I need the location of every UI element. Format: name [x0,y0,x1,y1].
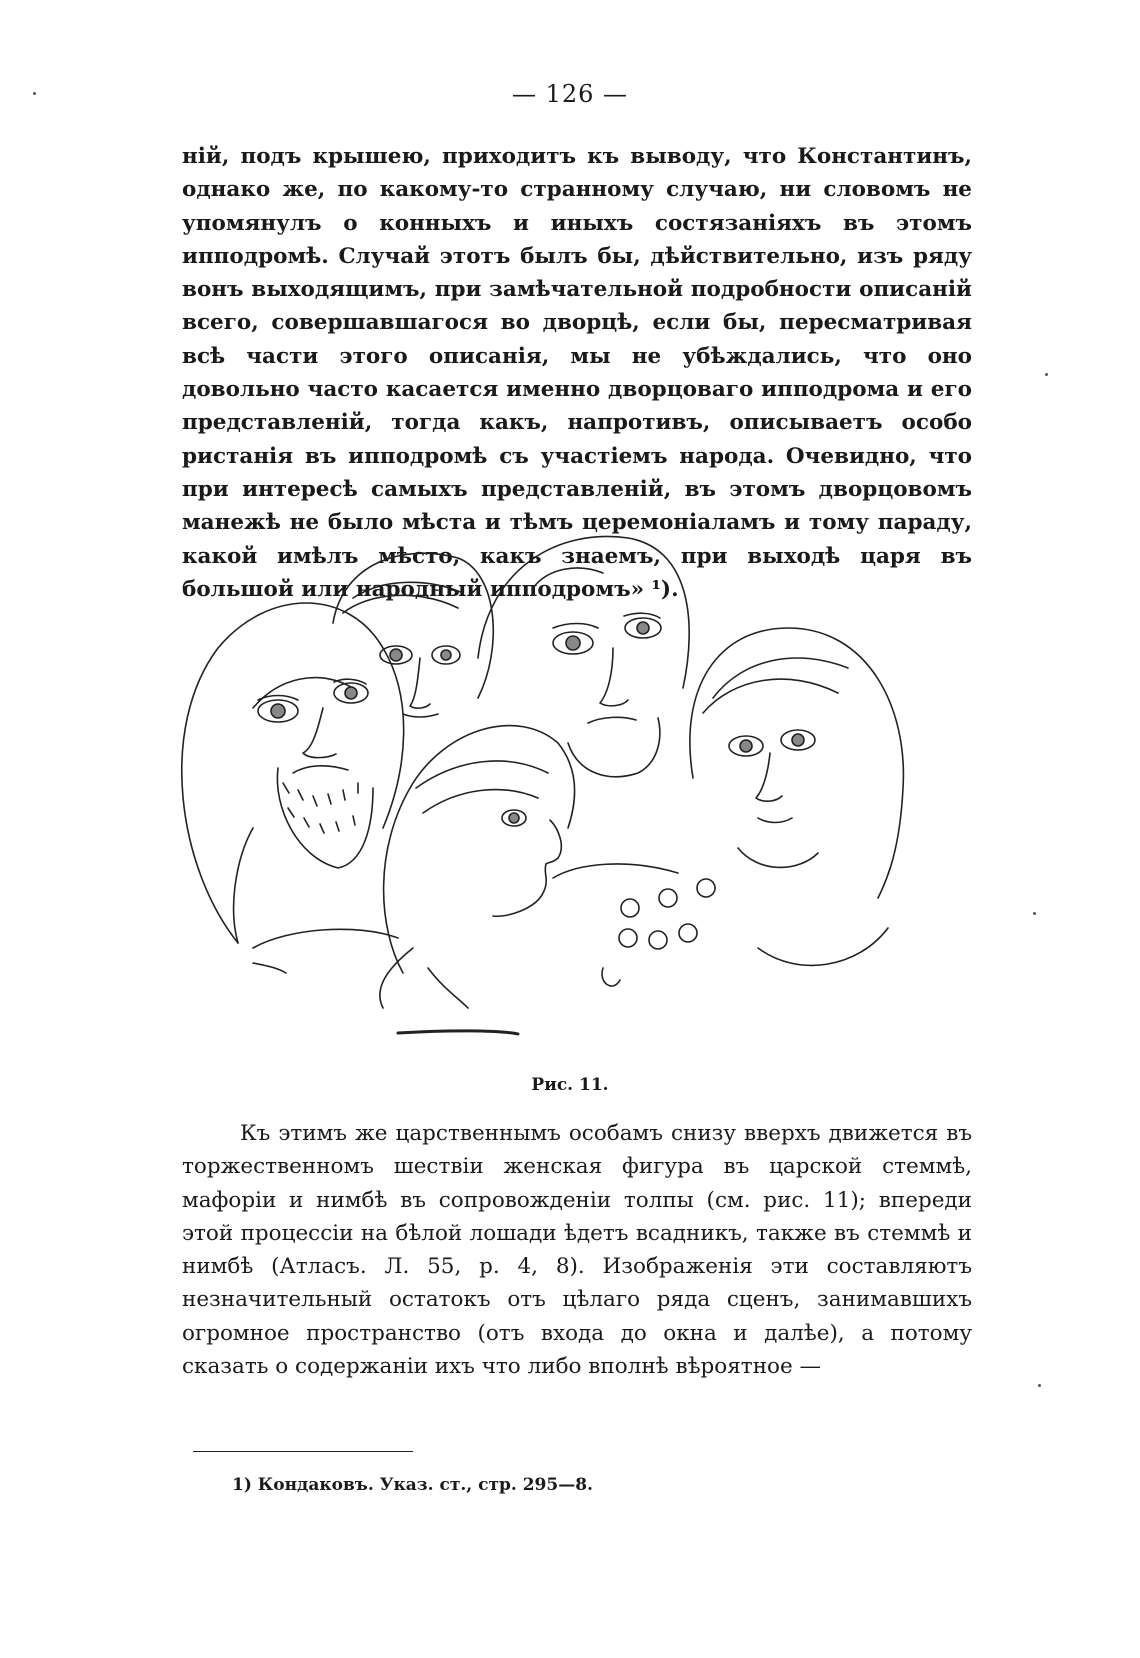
page-number: — 126 — [511,80,629,108]
head-profile-center [380,726,575,1008]
footnote: 1) Кондаковъ. Указ. ст., стр. 295—8. [232,1475,593,1495]
bearded-head-left [182,603,404,973]
figure-illustration [158,528,966,1068]
footnote-divider [193,1451,413,1452]
scan-speck [1038,1384,1041,1387]
head-right-youth [690,628,904,965]
figure-caption: Рис. 11. [531,1075,609,1095]
paragraph-top: ній, подъ крышею, приходитъ къ выводу, что Константинъ, однако же, по какому-то странному случаю, ни словомъ не упомянулъ о конныхъ и иныхъ состязаніяхъ въ этомъ ипподромѣ. Случай этотъ былъ бы, дѣйствительно, изъ ряду вонъ выходящимъ, при замѣчательной подробности описаній всего, совершавшагося во дворцѣ, если бы, пересматривая всѣ части этого описанія, мы не убѣждались, что оно довольно часто касается именно дворцоваго ипподрома и его представленій, тогда какъ, напротивъ, описываетъ особо ристанія въ ипподромѣ съ участіемъ народа. Очевидно, что при интересѣ самыхъ представленій, въ этомъ дворцовомъ манежѣ не было мѣста и тѣмъ церемоніаламъ и тому параду, какой имѣлъ мѣсто, какъ знаемъ, при выходѣ царя въ большой или народный ипподромъ» ¹). [182,144,972,602]
paragraph-bottom: Къ этимъ же царственнымъ особамъ снизу вверхъ движется въ торжественномъ шествіи женская фигура въ царской стеммѣ, мафоріи и нимбѣ въ сопровожденіи толпы (см. рис. 11); впереди этой процессіи на бѣлой лошади ѣдетъ всадникъ, также въ стеммѣ и нимбѣ (Атласъ. Л. 55, р. 4, 8). Изображенія эти составляютъ незначительный остатокъ отъ цѣлаго ряда сценъ, занимавшихъ огромное пространство (отъ входа до окна и далѣе), а потому сказать о содержаніи ихъ что либо вполнѣ вѣроятное — [182,1121,972,1380]
scan-speck [1033,912,1036,915]
scan-speck [33,92,36,95]
scan-speck [1045,373,1048,376]
head-center-tall [478,537,715,987]
